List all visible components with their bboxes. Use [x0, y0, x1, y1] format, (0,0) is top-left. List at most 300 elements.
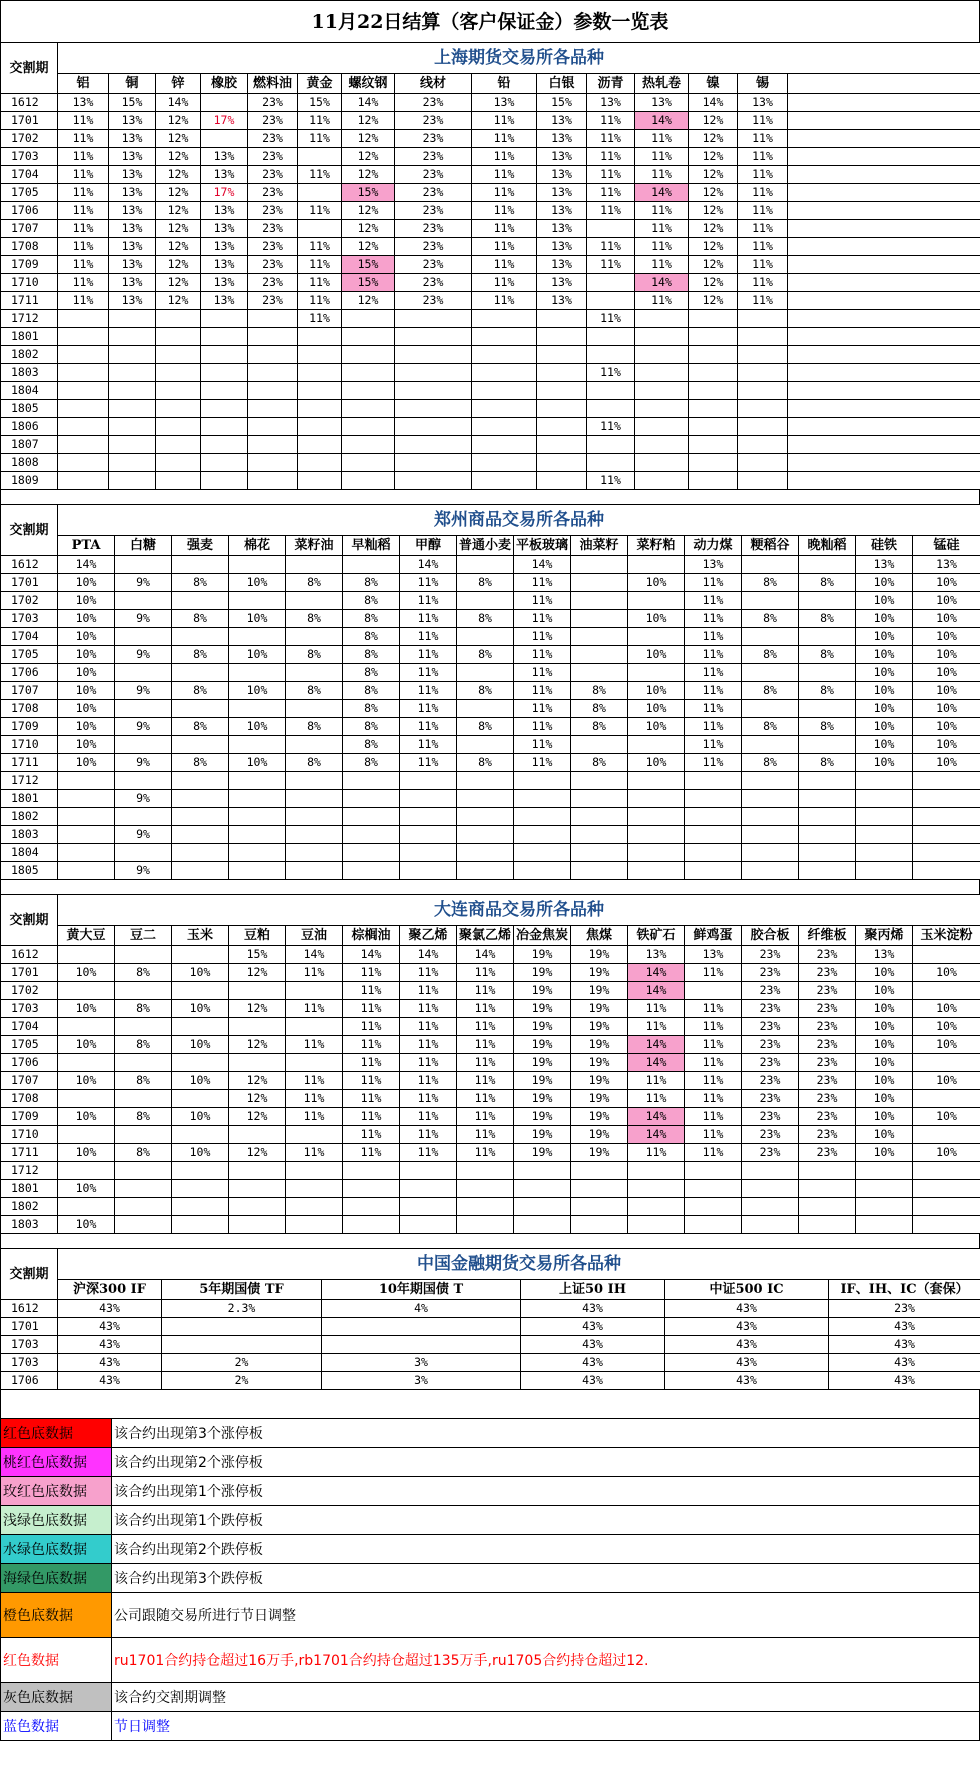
margin-cell: [913, 1054, 980, 1072]
margin-cell: 11%: [343, 1144, 400, 1162]
margin-cell: [109, 310, 156, 328]
page-title: 11月22日结算（客户保证金）参数一览表: [0, 0, 980, 42]
margin-cell: [571, 664, 628, 682]
margin-cell: 8%: [343, 628, 400, 646]
margin-cell: [628, 1216, 685, 1234]
margin-cell: [109, 454, 156, 472]
margin-cell: [286, 700, 343, 718]
column-header: 5年期国债 TF: [162, 1280, 322, 1300]
margin-cell: 8%: [343, 646, 400, 664]
margin-cell: 11%: [472, 256, 537, 274]
corner-label: 交割期: [1, 1249, 58, 1300]
margin-cell: 23%: [248, 184, 298, 202]
margin-cell: [472, 328, 537, 346]
margin-cell: 10%: [913, 628, 980, 646]
margin-cell: [587, 220, 635, 238]
margin-cell: 11%: [514, 754, 571, 772]
margin-cell: [172, 1162, 229, 1180]
margin-cell: [472, 418, 537, 436]
margin-cell: 10%: [856, 754, 913, 772]
margin-cell: 8%: [571, 700, 628, 718]
margin-cell: 19%: [514, 964, 571, 982]
margin-cell: [685, 772, 742, 790]
column-header: 平板玻璃: [514, 536, 571, 556]
margin-cell: [109, 364, 156, 382]
margin-cell: [201, 346, 248, 364]
margin-cell: 11%: [628, 1090, 685, 1108]
delivery-period: 1612: [1, 946, 58, 964]
margin-cell: 19%: [571, 1126, 628, 1144]
margin-cell: 10%: [229, 754, 286, 772]
margin-cell: [514, 790, 571, 808]
table-row: [1, 1108, 980, 1126]
exchange-title: 上海期货交易所各品种: [58, 43, 980, 74]
margin-cell: [395, 346, 472, 364]
margin-cell: 9%: [115, 718, 172, 736]
margin-cell: [913, 1216, 980, 1234]
margin-cell: [58, 382, 109, 400]
table-row: [1, 274, 980, 292]
margin-cell: 11%: [58, 220, 109, 238]
table-row: [1, 754, 980, 772]
margin-cell: [571, 556, 628, 574]
margin-cell: 14%: [628, 1036, 685, 1054]
margin-cell: 13%: [537, 292, 587, 310]
margin-cell: [472, 310, 537, 328]
margin-cell: [395, 328, 472, 346]
margin-cell: 11%: [514, 718, 571, 736]
margin-cell: [229, 790, 286, 808]
margin-cell: 11%: [587, 472, 635, 490]
blank-cell: [788, 148, 980, 166]
delivery-period: 1701: [1, 964, 58, 982]
margin-cell: 11%: [343, 1036, 400, 1054]
margin-cell: [229, 1180, 286, 1198]
margin-cell: 10%: [913, 664, 980, 682]
margin-cell: [229, 808, 286, 826]
margin-cell: [457, 592, 514, 610]
margin-cell: 8%: [172, 718, 229, 736]
margin-cell: 11%: [587, 310, 635, 328]
margin-cell: [342, 328, 395, 346]
margin-cell: [571, 574, 628, 592]
margin-cell: [298, 148, 342, 166]
margin-cell: 13%: [685, 556, 742, 574]
margin-cell: 23%: [395, 148, 472, 166]
margin-cell: [628, 772, 685, 790]
margin-cell: 10%: [913, 700, 980, 718]
margin-cell: 11%: [343, 1090, 400, 1108]
column-header: 早籼稻: [343, 536, 400, 556]
margin-cell: 11%: [400, 700, 457, 718]
table-row: [1, 112, 980, 130]
margin-cell: [856, 844, 913, 862]
margin-cell: 8%: [343, 664, 400, 682]
column-header: 上证50 IH: [521, 1280, 665, 1300]
margin-cell: 10%: [913, 1036, 980, 1054]
margin-cell: [58, 1198, 115, 1216]
margin-cell: [913, 1180, 980, 1198]
margin-cell: 10%: [58, 664, 115, 682]
margin-cell: 19%: [571, 1108, 628, 1126]
margin-cell: 10%: [913, 682, 980, 700]
margin-cell: 14%: [400, 946, 457, 964]
margin-cell: [457, 628, 514, 646]
table-row: [1, 454, 980, 472]
margin-cell: [571, 826, 628, 844]
margin-cell: 3%: [322, 1354, 521, 1372]
table-row: [1, 682, 980, 700]
margin-cell: 11%: [628, 1000, 685, 1018]
margin-cell: 11%: [457, 964, 514, 982]
column-header: 沪深300 IF: [58, 1280, 162, 1300]
margin-cell: 43%: [58, 1300, 162, 1318]
blank-cell: [788, 256, 980, 274]
margin-cell: [115, 1054, 172, 1072]
margin-cell: 12%: [689, 274, 738, 292]
margin-cell: 12%: [229, 1108, 286, 1126]
margin-cell: [571, 790, 628, 808]
margin-cell: [635, 346, 689, 364]
margin-cell: 10%: [913, 754, 980, 772]
margin-cell: [172, 1054, 229, 1072]
margin-cell: [856, 1162, 913, 1180]
margin-cell: [742, 1162, 799, 1180]
margin-cell: [913, 1126, 980, 1144]
corner-label: 交割期: [1, 505, 58, 556]
margin-cell: [628, 628, 685, 646]
margin-cell: [685, 790, 742, 808]
margin-cell: [685, 1162, 742, 1180]
margin-cell: 11%: [457, 1144, 514, 1162]
margin-cell: 23%: [395, 94, 472, 112]
delivery-period: 1802: [1, 808, 58, 826]
margin-cell: [514, 1180, 571, 1198]
column-header: 铜: [109, 74, 156, 94]
margin-cell: 11%: [738, 256, 788, 274]
margin-cell: [738, 382, 788, 400]
margin-cell: 11%: [400, 1108, 457, 1126]
margin-cell: 8%: [742, 574, 799, 592]
margin-cell: 12%: [229, 1072, 286, 1090]
margin-cell: [587, 328, 635, 346]
column-header: 锰硅: [913, 536, 980, 556]
margin-cell: [514, 1198, 571, 1216]
margin-cell: [286, 982, 343, 1000]
margin-cell: [248, 364, 298, 382]
margin-cell: 11%: [286, 1000, 343, 1018]
margin-cell: 11%: [685, 1018, 742, 1036]
margin-cell: 8%: [343, 700, 400, 718]
margin-cell: [342, 454, 395, 472]
margin-cell: 12%: [689, 130, 738, 148]
margin-cell: 13%: [856, 946, 913, 964]
table-row: [1, 310, 980, 328]
delivery-period: 1702: [1, 982, 58, 1000]
margin-cell: [913, 844, 980, 862]
margin-cell: [685, 862, 742, 880]
margin-cell: 11%: [286, 1036, 343, 1054]
margin-cell: 11%: [738, 238, 788, 256]
margin-cell: 23%: [395, 274, 472, 292]
column-header: 硅铁: [856, 536, 913, 556]
table-row: [1, 628, 980, 646]
margin-cell: 10%: [628, 754, 685, 772]
legend-description: 该合约交割期调整: [112, 1683, 980, 1712]
margin-cell: 10%: [913, 592, 980, 610]
margin-cell: 43%: [58, 1336, 162, 1354]
column-header: 镍: [689, 74, 738, 94]
margin-cell: [400, 862, 457, 880]
column-header: 普通小麦: [457, 536, 514, 556]
blank-cell: [788, 292, 980, 310]
margin-cell: 10%: [628, 610, 685, 628]
delivery-period: 1708: [1, 700, 58, 718]
column-header: 线材: [395, 74, 472, 94]
margin-cell: 43%: [58, 1354, 162, 1372]
column-header: 粳稻谷: [742, 536, 799, 556]
delivery-period: 1706: [1, 202, 58, 220]
margin-cell: 13%: [201, 238, 248, 256]
margin-cell: [400, 1216, 457, 1234]
column-header: 螺纹钢: [342, 74, 395, 94]
margin-cell: 10%: [856, 574, 913, 592]
table-row: [1, 436, 980, 454]
margin-cell: 13%: [856, 556, 913, 574]
margin-cell: [472, 436, 537, 454]
margin-cell: 10%: [856, 1054, 913, 1072]
margin-cell: 11%: [400, 1018, 457, 1036]
delivery-period: 1612: [1, 1300, 58, 1318]
delivery-period: 1704: [1, 628, 58, 646]
margin-cell: 10%: [628, 574, 685, 592]
legend-description: 该合约出现第2个涨停板: [112, 1448, 980, 1477]
margin-cell: [514, 844, 571, 862]
margin-cell: 10%: [913, 1072, 980, 1090]
margin-cell: 8%: [799, 682, 856, 700]
margin-cell: 11%: [457, 1108, 514, 1126]
margin-cell: 11%: [685, 610, 742, 628]
legend-description: 该合约出现第3个跌停板: [112, 1564, 980, 1593]
margin-cell: 10%: [913, 574, 980, 592]
margin-cell: 12%: [229, 1144, 286, 1162]
delivery-period: 1707: [1, 1072, 58, 1090]
delivery-period: 1809: [1, 472, 58, 490]
margin-cell: 11%: [685, 1108, 742, 1126]
margin-cell: 13%: [109, 274, 156, 292]
table-row: [1, 610, 980, 628]
margin-cell: [58, 472, 109, 490]
margin-cell: 10%: [58, 1036, 115, 1054]
margin-cell: 11%: [286, 1108, 343, 1126]
margin-cell: 9%: [115, 790, 172, 808]
margin-cell: [229, 1018, 286, 1036]
margin-cell: [58, 946, 115, 964]
margin-cell: 8%: [115, 1072, 172, 1090]
margin-cell: 13%: [635, 94, 689, 112]
margin-cell: [58, 418, 109, 436]
margin-cell: 43%: [665, 1372, 829, 1390]
margin-cell: 13%: [537, 202, 587, 220]
margin-cell: 23%: [248, 130, 298, 148]
margin-cell: [248, 346, 298, 364]
exchange-table: [0, 894, 980, 1234]
legend-swatch: 蓝色数据: [1, 1712, 112, 1741]
margin-cell: [58, 400, 109, 418]
margin-cell: 12%: [156, 148, 201, 166]
margin-cell: 23%: [248, 292, 298, 310]
table-row: [1, 946, 980, 964]
margin-cell: 23%: [395, 292, 472, 310]
margin-cell: [689, 382, 738, 400]
margin-cell: 14%: [628, 1126, 685, 1144]
delivery-period: 1712: [1, 772, 58, 790]
margin-cell: 9%: [115, 610, 172, 628]
margin-cell: 23%: [248, 148, 298, 166]
margin-cell: 23%: [248, 94, 298, 112]
margin-cell: 11%: [457, 1036, 514, 1054]
margin-cell: 11%: [457, 1000, 514, 1018]
margin-cell: 23%: [395, 202, 472, 220]
blank-cell: [788, 274, 980, 292]
margin-cell: [229, 592, 286, 610]
section-gap: [0, 880, 980, 894]
margin-cell: [343, 862, 400, 880]
margin-cell: 11%: [635, 256, 689, 274]
margin-cell: [342, 346, 395, 364]
margin-cell: [395, 310, 472, 328]
margin-cell: [201, 472, 248, 490]
margin-cell: [58, 310, 109, 328]
margin-cell: [395, 454, 472, 472]
margin-cell: [248, 472, 298, 490]
margin-cell: [58, 844, 115, 862]
margin-cell: [457, 1180, 514, 1198]
delivery-period: 1712: [1, 310, 58, 328]
column-header: 豆油: [286, 926, 343, 946]
margin-cell: [685, 1180, 742, 1198]
margin-cell: [587, 274, 635, 292]
margin-cell: 11%: [685, 1126, 742, 1144]
legend-row: [1, 1448, 980, 1477]
exchange-table: [0, 42, 980, 490]
margin-cell: 23%: [799, 1072, 856, 1090]
margin-cell: 8%: [571, 682, 628, 700]
margin-cell: [286, 826, 343, 844]
margin-cell: 43%: [58, 1318, 162, 1336]
delivery-period: 1704: [1, 1018, 58, 1036]
delivery-period: 1707: [1, 220, 58, 238]
margin-cell: 11%: [685, 592, 742, 610]
margin-cell: 12%: [689, 166, 738, 184]
margin-cell: [109, 328, 156, 346]
margin-cell: [322, 1336, 521, 1354]
margin-cell: 11%: [685, 1090, 742, 1108]
delivery-period: 1702: [1, 130, 58, 148]
margin-cell: [472, 382, 537, 400]
table-row: [1, 964, 980, 982]
delivery-period: 1709: [1, 1108, 58, 1126]
margin-cell: 10%: [58, 610, 115, 628]
column-header: 玉米: [172, 926, 229, 946]
margin-cell: 11%: [58, 238, 109, 256]
margin-cell: 8%: [742, 682, 799, 700]
margin-cell: 11%: [457, 1090, 514, 1108]
margin-cell: [298, 454, 342, 472]
margin-cell: [395, 418, 472, 436]
table-row: [1, 1216, 980, 1234]
margin-cell: [201, 328, 248, 346]
margin-cell: [689, 472, 738, 490]
margin-cell: [856, 790, 913, 808]
margin-cell: 3%: [322, 1372, 521, 1390]
margin-cell: 11%: [587, 148, 635, 166]
margin-cell: 10%: [229, 574, 286, 592]
margin-cell: 13%: [685, 946, 742, 964]
margin-cell: 11%: [58, 166, 109, 184]
margin-cell: [685, 808, 742, 826]
blank-cell: [788, 220, 980, 238]
margin-cell: 11%: [685, 1000, 742, 1018]
margin-cell: 19%: [571, 946, 628, 964]
margin-cell: 14%: [58, 556, 115, 574]
margin-cell: [115, 556, 172, 574]
table-row: [1, 736, 980, 754]
margin-cell: 11%: [343, 1054, 400, 1072]
margin-cell: 11%: [514, 700, 571, 718]
margin-cell: [286, 664, 343, 682]
column-header: 燃料油: [248, 74, 298, 94]
delivery-period: 1803: [1, 364, 58, 382]
margin-cell: [587, 454, 635, 472]
column-header: 鲜鸡蛋: [685, 926, 742, 946]
legend-row: [1, 1419, 980, 1448]
margin-cell: 11%: [58, 256, 109, 274]
margin-cell: [457, 1216, 514, 1234]
margin-cell: 10%: [58, 1108, 115, 1126]
margin-cell: [514, 772, 571, 790]
margin-cell: 10%: [913, 1000, 980, 1018]
margin-cell: 10%: [58, 1216, 115, 1234]
margin-cell: 11%: [400, 718, 457, 736]
margin-cell: 4%: [322, 1300, 521, 1318]
margin-cell: 13%: [537, 166, 587, 184]
margin-cell: [799, 736, 856, 754]
margin-cell: [628, 556, 685, 574]
margin-cell: 8%: [742, 610, 799, 628]
corner-label: 交割期: [1, 43, 58, 94]
margin-cell: 11%: [628, 1072, 685, 1090]
column-header: 中证500 IC: [665, 1280, 829, 1300]
margin-cell: [742, 592, 799, 610]
margin-cell: 11%: [738, 202, 788, 220]
margin-cell: [742, 700, 799, 718]
margin-cell: 23%: [395, 238, 472, 256]
margin-cell: 11%: [58, 148, 109, 166]
margin-cell: 9%: [115, 682, 172, 700]
margin-cell: [457, 772, 514, 790]
margin-cell: 10%: [58, 754, 115, 772]
margin-cell: 11%: [635, 130, 689, 148]
margin-cell: [343, 1162, 400, 1180]
margin-cell: 23%: [799, 946, 856, 964]
margin-cell: 8%: [286, 610, 343, 628]
blank-cell: [788, 346, 980, 364]
delivery-period: 1803: [1, 1216, 58, 1234]
margin-cell: [156, 364, 201, 382]
margin-cell: 11%: [738, 220, 788, 238]
margin-cell: [738, 436, 788, 454]
